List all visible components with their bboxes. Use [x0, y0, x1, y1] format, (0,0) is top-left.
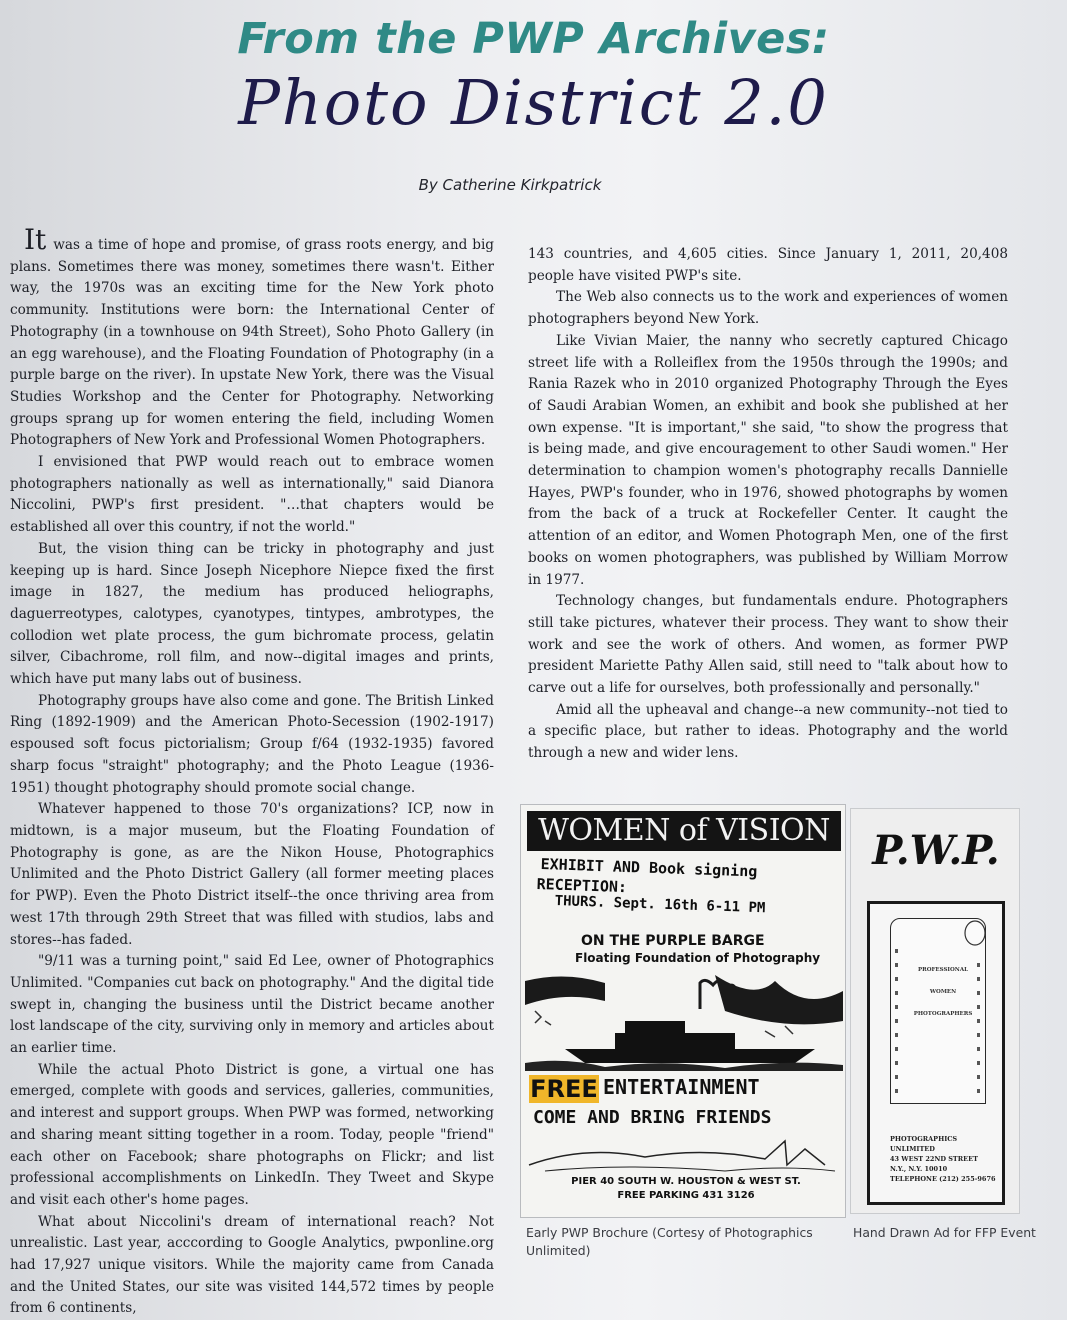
barge-drawing [525, 971, 843, 1071]
image-caption: Early PWP Brochure (Cortesy of Photographics Unlimited) [526, 1225, 813, 1258]
drop-cap: It [24, 223, 47, 256]
brochure-address: PHOTOGRAPHICS UNLIMITED 43 WEST 22ND STREET N.Y., N.Y. 10010 TELEPHONE (212) 255-9676 [890, 1135, 996, 1183]
article-right-column [528, 244, 1008, 765]
article-paragraph: "9/11 was a turning point," said Ed Lee, owner of Photographics Unlimited. "Companies cut back on photography." And the digital tide swept in, changing the business until the District became another lost landscape of the city, surviving only in memory and articles about an earlier time. [10, 953, 494, 1057]
article-paragraph: Amid all the upheaval and change--a new community--not tied to a specific place, but rather to ideas. Photography and the world through a new and wider lens. [528, 701, 1008, 762]
film-text: WOMEN [929, 989, 957, 995]
poster-address: PIER 40 SOUTH W. HOUSTON & WEST ST. FREE PARKING 431 3126 [571, 1176, 801, 1201]
kicker-title: From the PWP Archives: [237, 14, 830, 64]
poster-subtitle: ON THE PURPLE BARGE [581, 933, 765, 949]
brochure-title: P.W.P. [872, 827, 1000, 874]
byline: By Catherine Kirkpatrick [418, 176, 602, 194]
brochure-frame [867, 901, 1005, 1205]
article-paragraph: It was a time of hope and promise, of grass roots energy, and big plans. Sometimes there was money, sometimes there wasn't. Either way, the 1970s was an exciting time for the New York photo community. Institutions were born: the International Center of Photography (in a townhouse on 94th Street), Soho Photo Gallery (in an egg warehouse), and the Floating Foundation of Photography (in a purple barge on the river). In upstate New York, there was the Visual Studies Workshop and the Center for Photography. Networking groups sprang up for women entering the field, including Women Photographers of New York and Professional Women Photographers. [10, 223, 494, 449]
article-paragraph: Like Vivian Maier, the nanny who secretly captured Chicago street life with a Rolleiflex from the 1950s through the 1990s; and Rania Razek who in 2010 organized Photography Through the Eyes of Saudi Arabian Women, an exhibit and book she published at her own expense. "It is important," she said, "to show the progress that is being made, and give encouragement to other Saudi women." Her determination to champion women's photography recalls Dannielle Hayes, PWP's founder, who in 1976, showed photographs by women from the back of a truck at Rockefeller Center. It caught the attention of an editor, and Women Photograph Men, one of the first books on women photographers, was published by William Morrow in 1977. [528, 332, 1008, 588]
article-paragraph: 143 countries, and 4,605 cities. Since January 1, 2011, 20,408 people have visited PWP's site. [528, 246, 1008, 284]
film-text: PHOTOGRAPHERS [913, 1011, 973, 1017]
article-paragraph: Technology changes, but fundamentals endure. Photographers still take pictures, whatever their process. They want to show their work and see the work of others. And women, as former PWP president Mariette Pathy Allen said, still need to "talk about how to carve out a life for ourselves, both professionally and personally." [528, 593, 1008, 697]
film-roll-drawing [890, 918, 986, 1104]
poster-free-label: FREE [530, 1075, 598, 1103]
article-paragraph: While the actual Photo District is gone, a virtual one has emerged, complete with goods and services, galleries, communities, and interest and support groups. When PWP was formed, networking and sharing meant sitting together in a room. Today, people "friend" each other on Facebook; share photographs on Flickr; and list professional accomplishments on LinkedIn. They Tweet and Skype and visit each other's home pages. [10, 1061, 494, 1208]
ffp-event-poster-image [520, 804, 846, 1218]
article-paragraph: Whatever happened to those 70's organizations? ICP, now in midtown, is a major museum, but the Floating Foundation of Photography is gone, as are the Nikon House, Photographics Unlimited and the Photo District Gallery (all former meeting places for PWP). Even the Photo District itself--the once thriving area from west 17th through 29th Street that was filled with studios, labs and stores--has faded. [10, 801, 494, 948]
poster-line: RECEPTION: [536, 875, 628, 897]
poster-line: THURS. Sept. 16th 6-11 PM [554, 893, 766, 917]
article-paragraph: Photography groups have also come and gone. The British Linked Ring (1892-1909) and the American Photo-Secession (1902-1917) espoused soft focus pictorialism; Group f/64 (1932-1935) favored sharp focus "straight" photography; and the Photo League (1936-1951) thought photography should promote social change. [10, 692, 494, 796]
article-paragraph: I envisioned that PWP would reach out to embrace women photographers nationally as well as internationally," said Dianora Niccolini, PWP's first president. "…that chapters would be established all over this country, if not the world." [10, 454, 494, 536]
article-left-column [10, 223, 494, 1320]
poster-line: EXHIBIT AND Book signing [540, 855, 758, 881]
poster-line: COME AND BRING FRIENDS [533, 1107, 772, 1128]
article-paragraph: The Web also connects us to the work and experiences of women photographers beyond New York. [528, 289, 1008, 328]
pwp-brochure-image [850, 808, 1020, 1214]
poster-subtitle: Floating Foundation of Photography [575, 951, 821, 965]
skyline-scribble [525, 1135, 843, 1175]
headline-title: Photo District 2.0 [238, 66, 829, 139]
poster-line: ENTERTAINMENT [603, 1075, 760, 1099]
film-text: PROFESSIONAL [918, 967, 968, 973]
article-paragraph: But, the vision thing can be tricky in photography and just keeping up is hard. Since Joseph Nicephore Niepce fixed the first image in 1827, the medium has produced heliographs, daguerreotypes, calotypes, cyanotypes, tintypes, ambrotypes, the collodion wet plate process, the gum bichromate process, gelatin silver, Cibachrome, roll film, and now--digital images and prints, which have put many labs out of business. [10, 540, 494, 688]
poster-title: WOMEN of VISION [527, 811, 841, 851]
image-caption: Hand Drawn Ad for FFP Event [853, 1225, 1036, 1240]
article-paragraph: What about Niccolini's dream of international reach? Not unrealistic. Last year, acccording to Google Analytics, pwponline.org had 17,927 unique visitors. While the majority came from Canada and the United States, our site was visited 144,572 times by people from 6 continents, [10, 1213, 494, 1317]
